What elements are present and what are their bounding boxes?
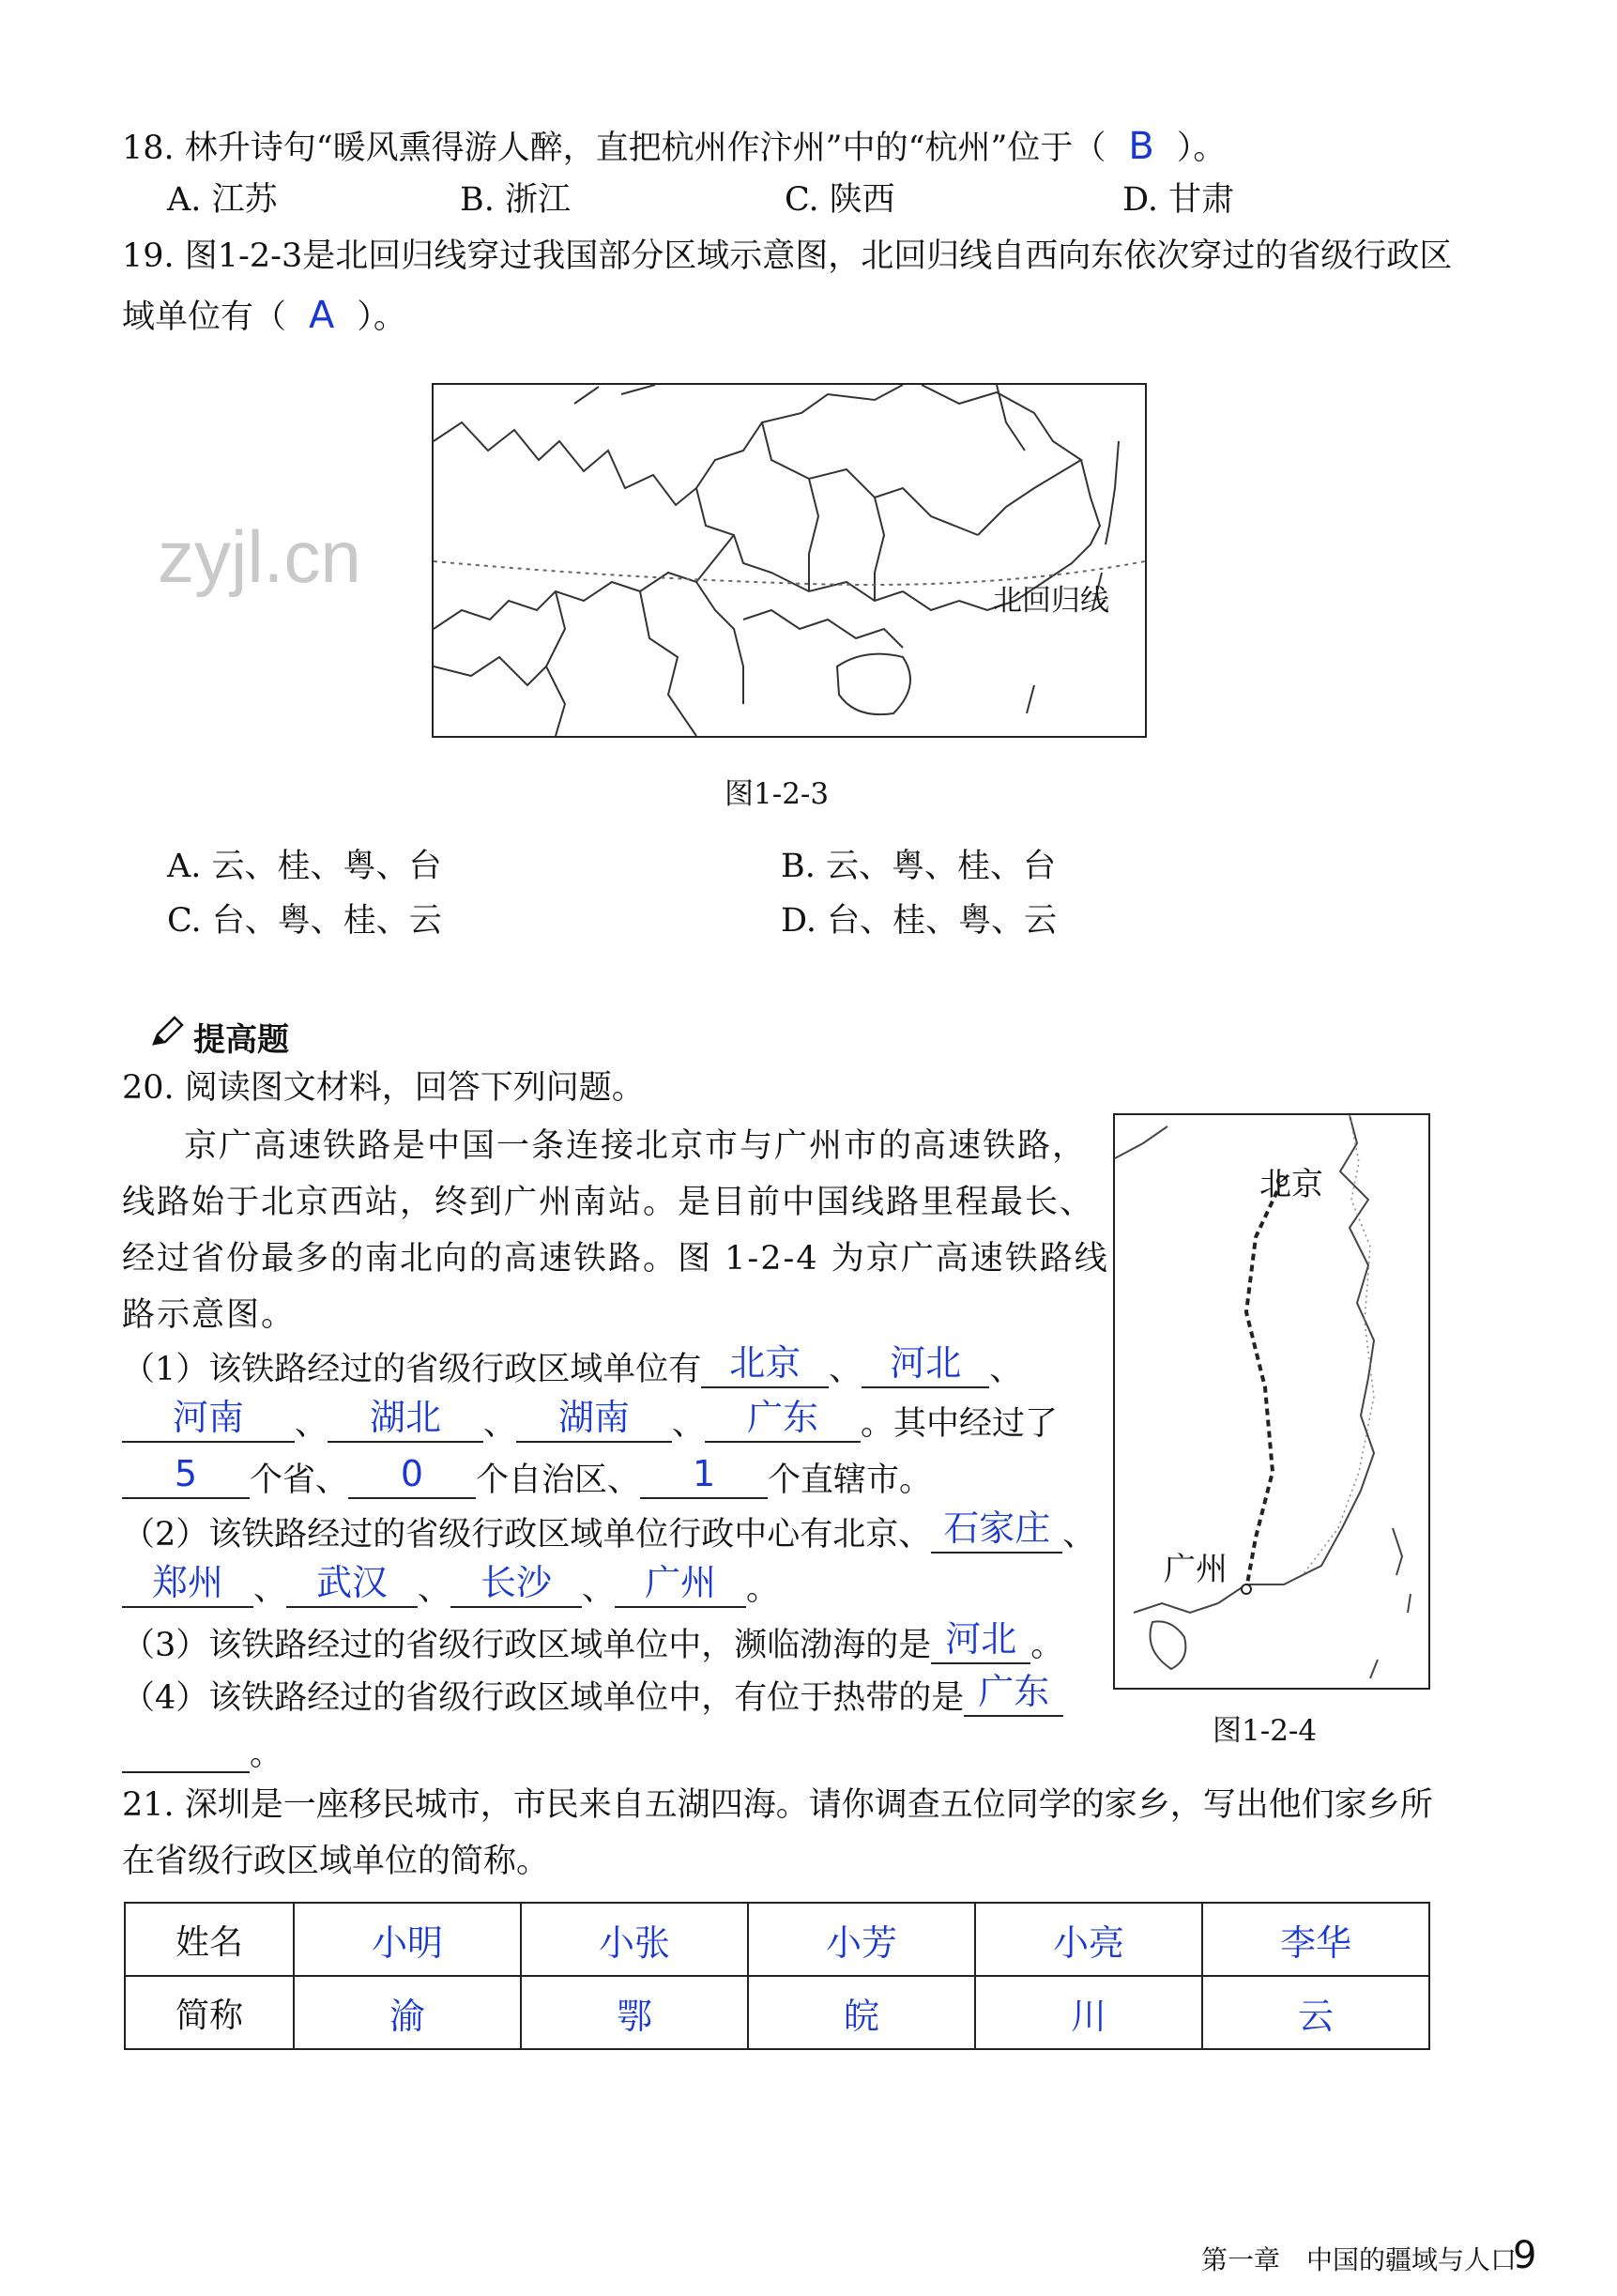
sep: 、 <box>418 1570 451 1608</box>
q20-p1-line1 <box>122 1342 1023 1388</box>
q19-option-a: A. 云、桂、粤、台 <box>167 848 442 885</box>
map-beijing-guangzhou-railway <box>1113 1113 1430 1690</box>
q18-option-a: A. 江苏 <box>167 181 278 219</box>
q20-p4-blank <box>964 1671 1063 1717</box>
q20-p1-answer-1: 北京 <box>729 1342 801 1384</box>
q20-p1-blank-2 <box>862 1342 989 1388</box>
map-1-2-3-caption: 图1-2-3 <box>725 777 830 811</box>
tropic-label: 北回归线 <box>993 584 1109 618</box>
q21-line1: 21. 深圳是一座移民城市，市民来自五湖四海。请你调查五位同学的家乡，写出他们家乡所 <box>122 1786 1433 1824</box>
q20-p1-answer-6: 广东 <box>747 1397 819 1438</box>
q20-p1-blank-1 <box>701 1342 829 1388</box>
map-1-2-4-caption: 图1-2-4 <box>1213 1714 1318 1748</box>
sep: 、 <box>582 1570 616 1608</box>
q18-stem <box>122 125 1227 168</box>
q20-p2-period: 。 <box>746 1570 780 1608</box>
q21-line2: 在省级行政区域单位的简称。 <box>122 1843 550 1880</box>
table-cell-abbr: 鄂 <box>521 1976 748 2049</box>
q20-p1-answer-2: 河北 <box>890 1342 962 1384</box>
section-title: 提高题 <box>193 1021 289 1059</box>
q20-p1-answer-5: 湖南 <box>558 1397 631 1438</box>
sep: 、 <box>1062 1516 1096 1554</box>
q20-p2-blank-3 <box>286 1562 418 1608</box>
q20-para-line1: 京广高速铁路是中国一条连接北京市与广州市的高速铁路， <box>184 1127 1088 1165</box>
q20-p2-blank-4 <box>450 1562 582 1608</box>
q20-stem: 20. 阅读图文材料，回答下列问题。 <box>122 1069 645 1107</box>
table-row <box>125 1903 1429 1976</box>
q20-p4-pre: （4）该铁路经过的省级行政区域单位中，有位于热带的是 <box>122 1679 965 1717</box>
map-tropic-outline <box>434 385 1145 736</box>
q20-p4 <box>122 1671 1063 1717</box>
footer-chapter: 第一章 中国的疆域与人口 <box>1201 2244 1518 2275</box>
table-cell-name: 小明 <box>294 1903 521 1976</box>
q20-p2-answer-2: 郑州 <box>151 1562 223 1603</box>
map-label-guangzhou: 广州 <box>1164 1551 1228 1588</box>
q20-p2-answer-1: 石家庄 <box>943 1508 1051 1549</box>
q20-p1-answer-4: 湖北 <box>370 1397 442 1438</box>
watermark: zyjl.cn <box>158 515 361 598</box>
table-cell-abbr: 皖 <box>748 1976 975 2049</box>
q20-p3-period: 。 <box>1030 1627 1064 1664</box>
q20-p1-blank-6 <box>705 1397 861 1443</box>
q20-p1-answer-3: 河南 <box>172 1397 244 1438</box>
sep: 、 <box>989 1351 1023 1388</box>
q20-p1-line2 <box>122 1397 1059 1443</box>
table-header-name: 姓名 <box>125 1903 294 1976</box>
q20-p2-blank-1 <box>931 1508 1062 1554</box>
q20-p2-answer-3: 武汉 <box>316 1562 389 1603</box>
q19-line2-pre: 域单位有（ <box>122 298 287 336</box>
q20-p1-line3 <box>122 1453 933 1499</box>
name-table <box>124 1902 1430 2050</box>
pencil-icon <box>150 1016 184 1051</box>
q20-para-line4: 路示意图。 <box>122 1296 297 1334</box>
sep: 、 <box>672 1405 706 1443</box>
q20-p2-pre: （2）该铁路经过的省级行政区域单位行政中心有北京、 <box>122 1516 932 1554</box>
table-cell-abbr: 渝 <box>294 1976 521 2049</box>
q19-line2 <box>122 294 406 337</box>
q20-p2-blank-5 <box>615 1562 746 1608</box>
q20-p2-line1 <box>122 1508 1096 1554</box>
sep: 、 <box>829 1351 862 1388</box>
q20-p4-cont <box>122 1738 282 1773</box>
q20-p2-blank-2 <box>122 1562 253 1608</box>
q18-option-c: C. 陕西 <box>785 181 895 219</box>
table-header-abbr: 简称 <box>125 1976 294 2049</box>
sep: 、 <box>483 1405 517 1443</box>
q20-p3-answer: 河北 <box>945 1618 1017 1660</box>
q19-option-d: D. 台、桂、粤、云 <box>781 902 1058 940</box>
page-number: 9 <box>1513 2234 1537 2277</box>
q18-close: ）。 <box>1176 130 1227 167</box>
q19-option-c: C. 台、粤、桂、云 <box>167 902 442 940</box>
sep: 、 <box>253 1570 287 1608</box>
q20-p4-period: 。 <box>250 1736 283 1773</box>
q20-count-blank-2 <box>348 1453 476 1499</box>
q20-p4-blank-cont <box>122 1738 250 1773</box>
q18-option-d: D. 甘肃 <box>1122 181 1235 219</box>
pencil-icon-svg <box>150 1016 184 1048</box>
q20-para-line2: 线路始于北京西站，终到广州南站。是目前中国线路里程最长、 <box>122 1184 1095 1221</box>
q20-count-provinces: 5 <box>174 1453 198 1494</box>
q20-count-blank-3 <box>640 1453 768 1499</box>
q20-unit-1: 个省、 <box>250 1462 349 1499</box>
q19-option-b: B. 云、粤、桂、台 <box>781 848 1056 885</box>
q20-p1-blank-3 <box>122 1397 295 1443</box>
q20-p1-mid: 。其中经过了 <box>861 1405 1059 1443</box>
q20-unit-3: 个直辖市。 <box>768 1462 933 1499</box>
q20-p2-answer-5: 广州 <box>645 1562 717 1603</box>
q18-option-b: B. 浙江 <box>460 181 571 219</box>
q20-p1-pre: （1）该铁路经过的省级行政区域单位有 <box>122 1351 702 1388</box>
q20-p1-blank-5 <box>516 1397 672 1443</box>
q20-p2-answer-4: 长沙 <box>481 1562 553 1603</box>
table-cell-abbr: 川 <box>975 1976 1202 2049</box>
q18-answer: B <box>1128 125 1154 168</box>
q20-count-blank-1 <box>122 1453 250 1499</box>
q20-count-autonomous: 0 <box>400 1453 424 1494</box>
q20-p4-answer: 广东 <box>978 1671 1050 1712</box>
q20-p2-line2 <box>122 1562 780 1608</box>
sep: 、 <box>295 1405 328 1443</box>
table-cell-name: 小芳 <box>748 1903 975 1976</box>
map-label-beijing: 北京 <box>1259 1166 1323 1203</box>
q20-p3 <box>122 1618 1064 1664</box>
map-tropic-of-cancer <box>432 383 1147 738</box>
q20-p3-blank <box>931 1618 1030 1664</box>
q19-answer: A <box>309 294 335 337</box>
table-cell-name: 李华 <box>1202 1903 1429 1976</box>
q20-p1-blank-4 <box>328 1397 483 1443</box>
q20-unit-2: 个自治区、 <box>476 1462 641 1499</box>
q19-line1: 19. 图1-2-3是北回归线穿过我国部分区域示意图，北回归线自西向东依次穿过的省级行政区 <box>122 237 1453 275</box>
q20-para-line3: 经过省份最多的南北向的高速铁路。图 1-2-4 为京广高速铁路线 <box>122 1240 1109 1278</box>
q20-p3-pre: （3）该铁路经过的省级行政区域单位中，濒临渤海的是 <box>122 1627 932 1664</box>
q18-stem-text: 18. 林升诗句“暖风熏得游人醉，直把杭州作汴州”中的“杭州”位于（ <box>122 130 1106 167</box>
table-cell-name: 小亮 <box>975 1903 1202 1976</box>
q19-line2-post: ）。 <box>357 298 406 336</box>
q20-count-municipality: 1 <box>692 1453 716 1494</box>
table-row <box>125 1976 1429 2049</box>
table-cell-name: 小张 <box>521 1903 748 1976</box>
table-cell-abbr: 云 <box>1202 1976 1429 2049</box>
